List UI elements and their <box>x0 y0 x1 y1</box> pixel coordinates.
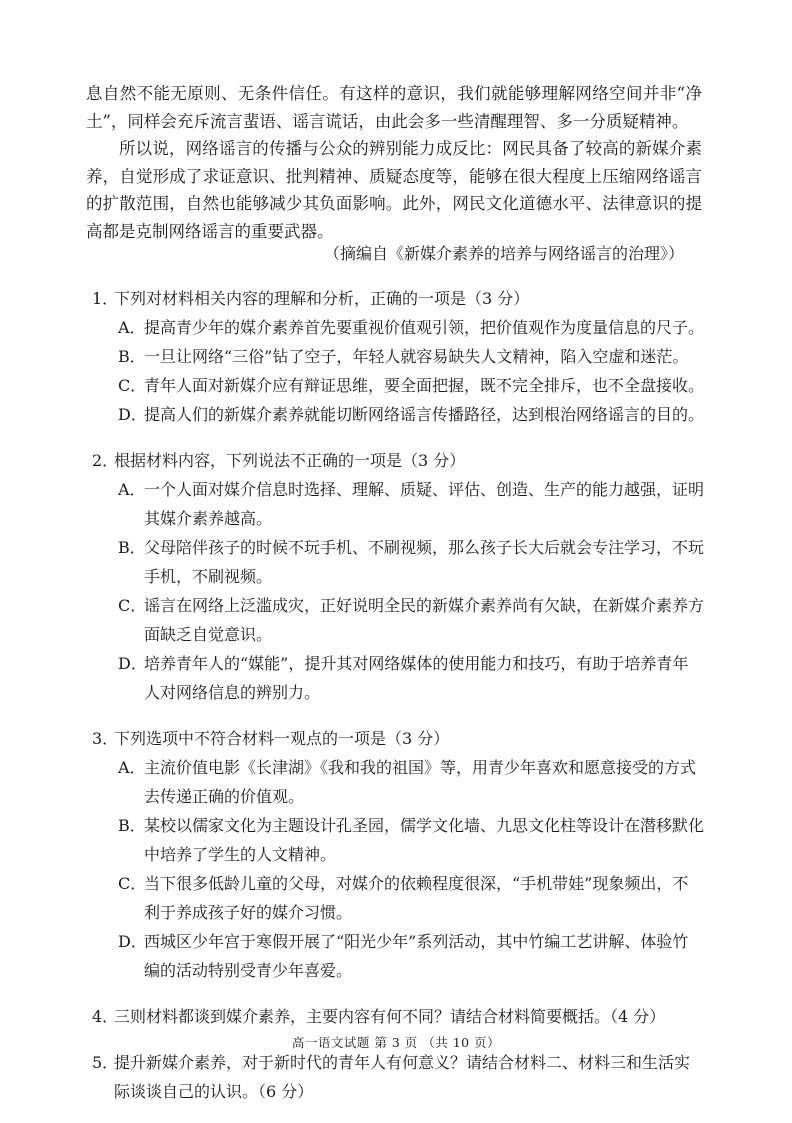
option-letter: A． <box>118 318 146 337</box>
question-number: 3． <box>92 729 119 748</box>
option-letter: D． <box>118 654 147 673</box>
option-b <box>92 811 704 869</box>
option-letter: C． <box>118 596 147 615</box>
option-letter: B． <box>118 347 146 366</box>
question-stem <box>92 284 704 313</box>
option-b <box>92 342 704 371</box>
question-number: 1． <box>92 289 119 308</box>
option-text: 西城区少年宫于寒假开展了“阳光少年”系列活动，其中竹编工艺讲解、体验竹编的活动特别受青少年喜爱。 <box>144 932 689 980</box>
option-text: 一旦让网络“三俗”钻了空子，年轻人就容易缺失人文精神，陷入空虚和迷茫。 <box>144 347 689 366</box>
question-3 <box>92 724 704 985</box>
option-b <box>92 533 704 591</box>
question-text: 三则材料都谈到媒介素养，主要内容有何不同？请结合材料简要概括。（4 分） <box>114 1007 666 1026</box>
question-stem <box>92 1048 704 1106</box>
option-c <box>92 591 704 649</box>
option-text: 某校以儒家文化为主题设计孔圣园，儒学文化墙、九思文化柱等设计在潜移默化中培养了学生的人文精神。 <box>144 816 705 864</box>
question-stem <box>92 724 704 753</box>
option-text: 父母陪伴孩子的时候不玩手机、不刷视频，那么孩子长大后就会专注学习，不玩手机，不刷视频。 <box>144 538 705 586</box>
question-text: 下列对材料相关内容的理解和分析，正确的一项是（3 分） <box>114 289 530 308</box>
question-number: 4． <box>92 1007 119 1026</box>
option-d <box>92 649 704 707</box>
question-text: 提升新媒介素养，对于新时代的青年人有何意义？请结合材料二、材料三和生活实际谈谈自己的认识。（6 分） <box>114 1053 691 1101</box>
option-letter: C． <box>118 874 147 893</box>
question-number: 5． <box>92 1053 119 1072</box>
option-c <box>92 371 704 400</box>
option-text: 一个人面对媒介信息时选择、理解、质疑、评估、创造、生产的能力越强，证明其媒介素养越高。 <box>144 480 705 528</box>
question-stem <box>92 1002 704 1031</box>
passage-source: （摘编自《新媒介素养的培养与网络谣言的治理》） <box>323 244 684 263</box>
option-text: 提高青少年的媒介素养首先要重视价值观引领，把价值观作为度量信息的尺子。 <box>144 318 705 337</box>
option-text: 青年人面对新媒介应有辩证思维，要全面把握，既不完全排斥，也不全盘接收。 <box>144 376 705 395</box>
reading-passage <box>86 80 702 245</box>
question-2 <box>92 446 704 707</box>
option-text: 当下很多低龄儿童的父母，对媒介的依赖程度很深，“手机带娃”现象频出，不利于养成孩子好的媒介习惯。 <box>144 874 689 922</box>
question-4 <box>92 1002 704 1031</box>
option-letter: B． <box>118 816 146 835</box>
option-letter: A． <box>118 758 146 777</box>
option-letter: B． <box>118 538 146 557</box>
option-text: 谣言在网络上泛滥成灾，正好说明全民的新媒介素养尚有欠缺，在新媒介素养方面缺乏自觉意识。 <box>144 596 705 644</box>
passage-paragraph-1: 息自然不能无原则、无条件信任。有这样的意识，我们就能够理解网络空间并非“净土”，同样会充斥流言蜚语、谣言谎话，由此会多一些清醒理智、多一分质疑精神。 <box>86 84 702 131</box>
page-footer: 高一语文试题 第 3 页 （共 10 页） <box>291 1035 501 1050</box>
option-letter: C． <box>118 376 147 395</box>
option-d <box>92 400 704 429</box>
question-5 <box>92 1048 704 1106</box>
question-stem <box>92 446 704 475</box>
option-letter: D． <box>118 405 147 424</box>
question-list <box>92 284 704 1123</box>
passage-paragraph-2: 所以说，网络谣言的传播与公众的辨别能力成反比：网民具备了较高的新媒介素养，自觉形成了求证意识、批判精神、质疑态度等，能够在很大程度上压缩网络谣言的扩散范围，自然也能够减少其负面影响。此外，网民文化道德水平、法律意识的提高都是克制网络谣言的重要武器。 <box>86 139 702 241</box>
option-a <box>92 753 704 811</box>
option-text: 主流价值电影《长津湖》《我和我的祖国》等，用青少年喜欢和愿意接受的方式去传递正确的价值观。 <box>144 758 697 806</box>
question-text: 根据材料内容，下列说法不正确的一项是（3 分） <box>114 451 466 470</box>
option-letter: D． <box>118 932 147 951</box>
option-d <box>92 927 704 985</box>
option-text: 提高人们的新媒介素养就能切断网络谣言传播路径，达到根治网络谣言的目的。 <box>144 405 705 424</box>
option-c <box>92 869 704 927</box>
question-text: 下列选项中不符合材料一观点的一项是（3 分） <box>114 729 450 748</box>
question-1 <box>92 284 704 429</box>
option-a <box>92 475 704 533</box>
option-letter: A． <box>118 480 146 499</box>
option-text: 培养青年人的“媒能”，提升其对网络媒体的使用能力和技巧，有助于培养青年人对网络信息的辨别力。 <box>144 654 689 702</box>
question-number: 2． <box>92 451 119 470</box>
option-a <box>92 313 704 342</box>
